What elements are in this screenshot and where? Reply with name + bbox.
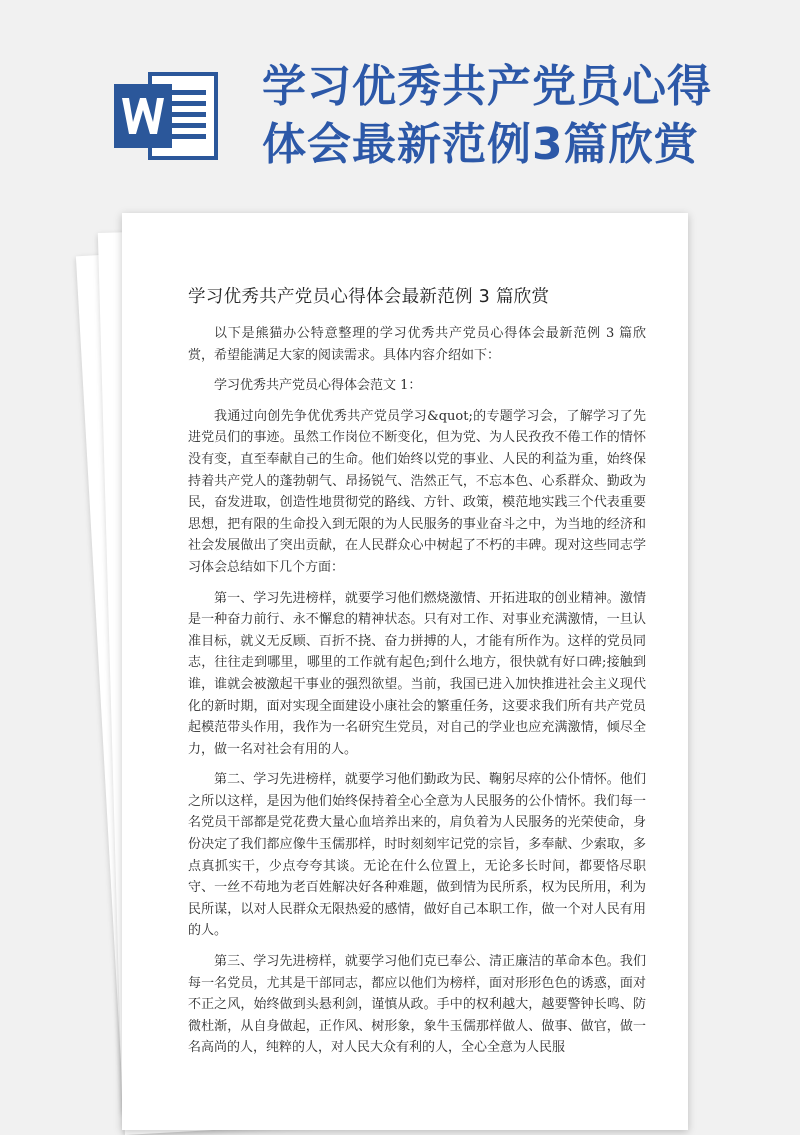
document-page bbox=[122, 213, 688, 1130]
banner-title-line-2: 体会最新范例3篇欣赏 bbox=[262, 119, 699, 170]
paragraph-point-3: 第三、学习先进榜样，就要学习他们克已奉公、清正廉洁的革命本色。我们每一名党员，尤其是干部同志，都应以他们为榜样，面对形形色色的诱惑，面对不正之风，始终做到头悬利剑，谨慎从政。手中的权利越大，越要警钟长鸣、防微杜渐，从自身做起，正作风、树形象，象牛玉儒那样做人、做事、做官，做一名高尚的人，纯粹的人，对人民大众有利的人，全心全意为人民服 bbox=[188, 954, 646, 1056]
paragraph-point-2: 第二、学习先进榜样，就要学习他们勤政为民、鞠躬尽瘁的公仆情怀。他们之所以这样，是因为他们始终保持着全心全意为人民服务的公仆情怀。我们每一名党员干部都是党花费大量心血培养出来的，肩负着为人民服务的光荣使命，身份决定了我们都应像牛玉儒那样，时时刻刻牢记党的宗旨，多奉献、少索取，多点真抓实干，少点夸夸其谈。无论在什么位置上，无论多长时间，都要恪尽职守、一丝不苟地为老百姓解决好各种难题，做到情为民所系，权为民所用，利为民所谋，以对人民群众无限热爱的感情，做好自己本职工作，做一个对人民有用的人。 bbox=[188, 772, 646, 939]
paragraph-subheading: 学习优秀共产党员心得体会范文 1： bbox=[214, 378, 422, 394]
paragraph-intro: 以下是熊猫办公特意整理的学习优秀共产党员心得体会最新范例 3 篇欣赏，希望能满足大家的阅读需求。具体内容介绍如下： bbox=[188, 326, 646, 363]
paragraph-body: 我通过向创先争优优秀共产党员学习&quot;的专题学习会，了解学习了先进党员们的事迹。虽然工作岗位不断变化，但为党、为人民孜孜不倦工作的情怀没有变，直至奉献自己的生命。他们始终以党的事业、人民的利益为重，始终保持着共产党人的蓬勃朝气、昂扬锐气、浩然正气，不忘本色、心系群众、勤政为民，奋发进取，创造性地贯彻党的路线、方针、政策，模范地实践三个代表重要思想，把有限的生命投入到无限的为人民服务的事业奋斗之中，为当地的经济和社会发展做出了突出贡献，在人民群众心中树起了不朽的丰碑。现对这些同志学习体会总结如下几个方面： bbox=[188, 408, 646, 575]
banner-title-line-1: 学习优秀共产党员心得 bbox=[262, 61, 712, 112]
header-banner bbox=[0, 0, 800, 205]
paragraph-point-1: 第一、学习先进榜样，就要学习他们燃烧激情、开拓进取的创业精神。激情是一种奋力前行、永不懈怠的精神状态。只有对工作、对事业充满激情，一旦认准目标，就义无反顾、百折不挠、奋力拼搏的人，才能有所作为。这样的党员同志，往往走到哪里，哪里的工作就有起色;到什么地方，很快就有好口碑;接触到谁，谁就会被激起干事业的强烈欲望。当前，我国已进入加快推进社会主义现代化的新时期，面对实现全面建设小康社会的繁重任务，这要求我们所有共产党员起模范带头作用，我作为一名研究生党员，对自己的学业也应充满激情，倾尽全力，做一名对社会有用的人。 bbox=[188, 590, 646, 757]
banner-title bbox=[262, 58, 782, 174]
word-document-icon bbox=[112, 68, 222, 164]
document-title: 学习优秀共产党员心得体会最新范例 3 篇欣赏 bbox=[188, 287, 550, 307]
document-body bbox=[188, 323, 646, 1068]
